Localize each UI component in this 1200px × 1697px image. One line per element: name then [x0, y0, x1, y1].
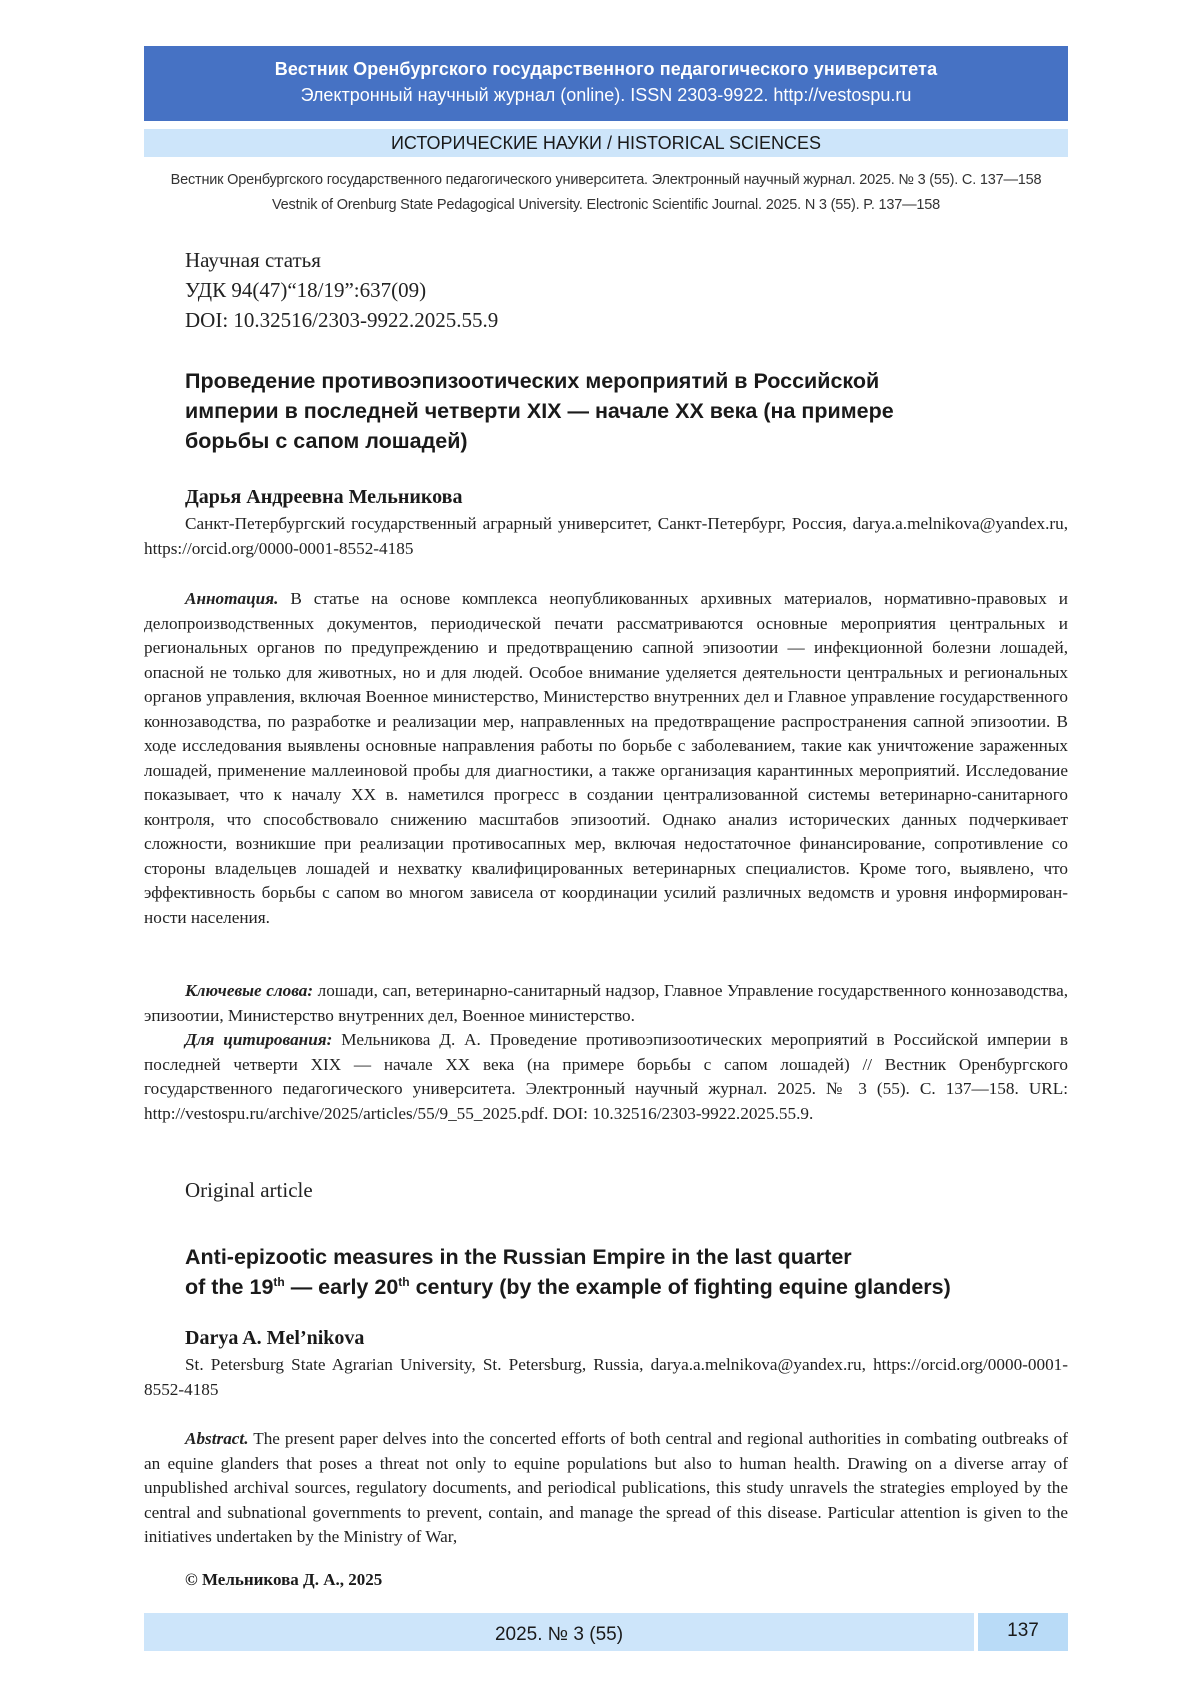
article-type-en: Original article: [185, 1178, 313, 1202]
title-en-line-1: Anti-epizootic measures in the Russian Empire in the last quarter: [185, 1245, 852, 1269]
article-title-ru: [185, 366, 1035, 456]
page-number: 137: [978, 1613, 1068, 1651]
section-banner: ИСТОРИЧЕСКИЕ НАУКИ / HISTORICAL SCIENCES: [144, 129, 1068, 157]
copyright: © Мельникова Д. А., 2025: [185, 1570, 383, 1589]
article-title-en: [185, 1242, 1085, 1302]
author-en: Darya A. Mel’nikova: [185, 1327, 365, 1349]
cite-ru-text: Мельникова Д. А. Проведение противоэпизоотических мероприятий в Российской империи в последней четверти XIX — начале XX века (на примере борьбы с сапом лошадей) // Вестник Оренбургского государственного педагогического университета. Электронный научный журнал. 2025. № 3 (55). С. 137—158. URL: http://vestospu.ru/archive/2025/articles/55/9_55_2025.pdf. DOI: 10.32516/2303-9922.2025.55.9.: [144, 1030, 1069, 1123]
affiliation-ru: Санкт-Петербургский государственный аграрный университет, Санкт-Петербург, Россия, darya.a.melnikova@yandex.ru, https://orcid.org/0000-0001-8552-4185: [144, 514, 1068, 558]
abstract-en-label: Abstract.: [185, 1429, 249, 1448]
abstract-ru-text: В статье на основе комплекса неопубликованных архивных материалов, нормативно-правовых и делопроизводственных документов, периодической печати рассматриваются основные мероприятия центральных и региональных органов по предупреждению и предотвращению сапной эпизоотии — инфекционной болезни лошадей, опасной не только для животных, но и для людей. Особое внимание уделяется деятельности центральных и региональных органов управления, включая Военное министерство, Министерство внутренних дел и Главное управление государственного коннозаводства, по разработке и реализации мер, направленных на предотвращение распространения сапной эпизоотии. В ходе исследования выявлены основные направления работы по борьбе с заболеванием, такие как уничтожение зараженных лошадей, применение маллеиновой пробы для диагностики, а также организация карантинных мероприятий. Исследование показывает, что к началу XX в. наметился прогресс в создании централизованной системы ветеринарно-санитарного контроля, что способствовало снижению масштабов эпизоотий. Однако анализ исторических данных подчеркивает сложности, возникшие при реализации противосапных мер, включая недостаточное финансирование, сопротивление со стороны владельцев лошадей и нехватку квалифицированных ветеринарных специалистов. Кроме того, выявлено, что эффективность борьбы с сапом во многом зависела от координации усилий различных ведомств и уровня информированности населения.: [144, 589, 1068, 927]
citation-header-ru: Вестник Оренбургского государственного педагогического университета. Электронный научный журнал. 2025. № 3 (55). С. 137—158: [170, 172, 1042, 188]
keywords-ru-text: лошади, сап, ветеринарно-санитарный надзор, Главное Управление государственного коннозаводства, эпизоотии, Министерство внутренних дел, Военное министерство.: [144, 981, 1069, 1025]
affiliation-en: St. Petersburg State Agrarian University, St. Petersburg, Russia, darya.a.melnikova@yandex.ru, https://orcid.org/0000-0001-8552-4185: [144, 1355, 1068, 1399]
cite-ru-label: Для цитирования:: [185, 1030, 333, 1049]
doi: DOI: 10.32516/2303-9922.2025.55.9: [185, 308, 499, 332]
article-type-ru: Научная статья: [185, 248, 321, 272]
journal-header: [144, 46, 1068, 121]
abstract-en-text: The present paper delves into the concerted efforts of both central and regional authorities in combating outbreaks of an equine glanders that poses a threat not only to equine populations but also to human health. Drawing on a diverse array of unpublished archival sources, regulatory documents, and periodical publications, this study unravels the strategies employed by the central and subnational governments to prevent, contain, and manage the spread of this disease. Particular attention is given to the initiatives undertaken by the Ministry of War,: [144, 1429, 1068, 1546]
journal-subtitle: Электронный научный журнал (online). ISSN 2303-9922. http://vestospu.ru: [300, 85, 912, 105]
title-ru-line-1: Проведение противоэпизоотических мероприятий в Российской: [185, 369, 880, 393]
author-ru: Дарья Андреевна Мельникова: [185, 486, 463, 508]
abstract-ru-label: Аннотация.: [185, 589, 279, 608]
keywords-ru: [144, 979, 1068, 1028]
journal-title: Вестник Оренбургского государственного педагогического университета: [274, 59, 938, 79]
abstract-ru: [144, 587, 1068, 930]
udc: УДК 94(47)“18/19”:637(09): [185, 278, 427, 302]
footer-issue: 2025. № 3 (55): [144, 1613, 974, 1651]
title-ru-line-2: империи в последней четверти XIX — начале XX века (на примере: [185, 399, 894, 423]
title-en-line-2: of the 19th — early 20th century (by the example of fighting equine glanders): [185, 1274, 951, 1299]
keywords-ru-label: Ключевые слова:: [185, 981, 314, 1000]
title-ru-line-3: борьбы с сапом лошадей): [185, 429, 468, 453]
citation-header-en: Vestnik of Orenburg State Pedagogical University. Electronic Scientific Journal. 2025. N 3 (55). P. 137—158: [272, 197, 940, 213]
cite-ru: [144, 1028, 1068, 1126]
abstract-en: [144, 1427, 1068, 1550]
